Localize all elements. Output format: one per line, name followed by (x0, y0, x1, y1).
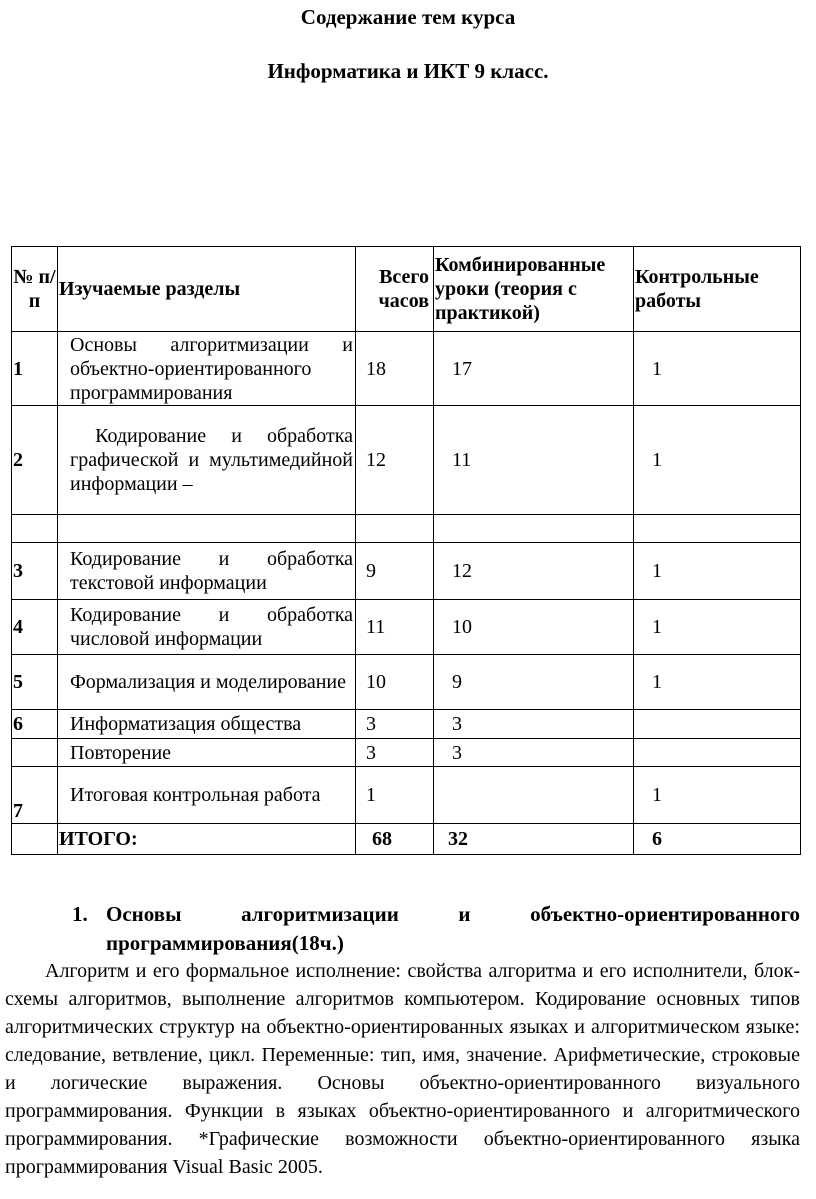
table-row (12, 406, 801, 515)
row-combined: 10 (434, 600, 634, 655)
row-combined: 11 (434, 406, 634, 515)
row-num (12, 739, 58, 767)
row-total: 1 (356, 767, 434, 824)
header-num: № п/п (12, 247, 58, 332)
row-combined (434, 767, 634, 824)
total-label: ИТОГО: (58, 824, 356, 855)
row-section: Формализация и моделирование (58, 655, 356, 710)
row-num: 6 (12, 710, 58, 739)
header-section: Изучаемые разделы (58, 247, 356, 332)
row-tests (634, 710, 801, 739)
row-tests: 1 (634, 655, 801, 710)
row-num: 5 (12, 655, 58, 710)
table-row (12, 515, 801, 543)
row-tests: 1 (634, 767, 801, 824)
row-combined: 9 (434, 655, 634, 710)
header-total: Всего часов (356, 247, 434, 332)
header-combined: Комбинированные уроки (теория с практикой) (434, 247, 634, 332)
row-section: Кодирование и обработка текстовой информации (58, 543, 356, 600)
total-combined: 32 (434, 824, 634, 855)
row-num (12, 515, 58, 543)
row-tests (634, 739, 801, 767)
section-number: 1. (72, 902, 88, 926)
row-tests: 1 (634, 543, 801, 600)
table-header-row (12, 247, 801, 332)
table-row (12, 655, 801, 710)
row-total: 3 (356, 710, 434, 739)
row-total: 3 (356, 739, 434, 767)
course-table (11, 246, 801, 855)
row-num: 3 (12, 543, 58, 600)
table-row (12, 767, 801, 824)
table-row (12, 739, 801, 767)
row-combined: 3 (434, 739, 634, 767)
section-heading-line1: Основы алгоритмизации и объектно-ориентированного (106, 902, 800, 926)
table-row (12, 332, 801, 406)
row-combined: 12 (434, 543, 634, 600)
page-title: Содержание тем курса (300, 5, 516, 29)
row-total: 10 (356, 655, 434, 710)
table-total-row (12, 824, 801, 855)
row-section: Итоговая контрольная работа (58, 767, 356, 824)
row-tests (634, 515, 801, 543)
row-combined: 17 (434, 332, 634, 406)
row-total (356, 515, 434, 543)
row-total: 11 (356, 600, 434, 655)
row-total: 9 (356, 543, 434, 600)
row-section (58, 515, 356, 543)
table-row (12, 710, 801, 739)
row-num: 4 (12, 600, 58, 655)
section-heading-line2: программирования(18ч.) (106, 931, 344, 955)
total-hours: 68 (356, 824, 434, 855)
row-total: 18 (356, 332, 434, 406)
section-body: Алгоритм и его формальное исполнение: свойства алгоритма и его исполнители, блок-схемы алгоритмов, выполнение алгоритмов компьютером. Кодирование основных типов алгоритмических структур на объектно-ориентированных языках и алгоритмическом языке: следование, ветвление, цикл. Переменные: тип, имя, значение. Арифметические, строковые и логические выражения. Основы объектно-ориентированного визуального программирования. Функции в языках объектно-ориентированного и алгоритмического программирования. *Графические возможности объектно-ориентированного языка программирования Visual Basic 2005. (5, 960, 800, 1178)
total-num-empty (12, 824, 58, 855)
row-num: 1 (12, 332, 58, 406)
row-combined: 3 (434, 710, 634, 739)
row-combined (434, 515, 634, 543)
header-tests: Контрольные работы (634, 247, 801, 332)
row-tests: 1 (634, 600, 801, 655)
row-tests: 1 (634, 332, 801, 406)
row-section: Повторение (58, 739, 356, 767)
row-num: 2 (12, 406, 58, 515)
row-section: Основы алгоритмизации и объектно-ориентированного программирования (58, 332, 356, 406)
row-tests: 1 (634, 406, 801, 515)
total-tests: 6 (634, 824, 801, 855)
row-section: Кодирование и обработка графической и мультимедийной информации – (58, 406, 356, 515)
row-num: 7 (12, 767, 58, 824)
page-subtitle: Информатика и ИКТ 9 класс. (267, 59, 549, 83)
row-total: 12 (356, 406, 434, 515)
row-section: Информатизация общества (58, 710, 356, 739)
table-row (12, 600, 801, 655)
row-section: Кодирование и обработка числовой информации (58, 600, 356, 655)
table-row (12, 543, 801, 600)
